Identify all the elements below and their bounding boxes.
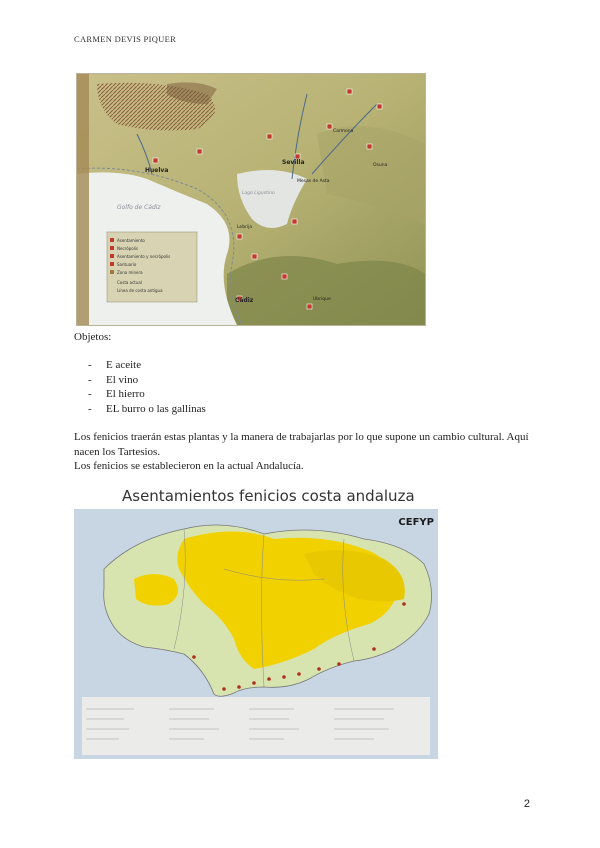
list-item: - El vino: [88, 373, 139, 386]
label-lebrija: Lebrija: [237, 225, 253, 230]
label-sevilla: Sevilla: [282, 159, 305, 166]
page-number: 2: [523, 798, 530, 810]
label-cadiz: Cádiz: [235, 297, 254, 304]
page-header-author: CARMEN DEVIS PIQUER: [74, 34, 177, 44]
andalucia-map: [74, 509, 438, 759]
legend-entry: Santuario: [117, 262, 137, 267]
label-carmona: Carmona: [333, 129, 354, 134]
legend-entry: Necrópolis: [117, 246, 138, 251]
tartessos-map: [76, 73, 426, 326]
list-item: - E aceite: [88, 359, 142, 371]
map2-legend-box: [82, 697, 430, 755]
label-mesas: Mesas de Asta: [297, 179, 330, 184]
label-ubrique: Ubrique: [313, 297, 331, 302]
label-osuna: Osuna: [373, 163, 388, 168]
legend-entry: Zona minera: [117, 270, 143, 275]
list-item: - El hierro: [88, 388, 145, 400]
paragraph-tartesios: Los fenicios traerán estas plantas y la manera de trabajarlas por lo que supone un cambio cultural. Aquí nacen los Tartesios.: [74, 431, 529, 458]
body-text: [74, 430, 534, 474]
cefyp-logo: CEFYP: [398, 517, 434, 528]
objetos-heading: Objetos:: [74, 331, 112, 343]
legend-entry: Costa actual: [117, 280, 142, 285]
objetos-list: [88, 358, 206, 416]
label-golfo: Golfo de Cádiz: [117, 204, 161, 211]
legend-entry: Asentamiento: [117, 238, 145, 243]
list-item: - EL burro o las gallinas: [88, 402, 206, 415]
label-huelva: Huelva: [145, 167, 169, 174]
paragraph-andalucia: Los fenicios se establecieron en la actual Andalucía.: [74, 460, 304, 472]
legend-entry: Línea de costa antigua: [117, 288, 163, 293]
andalucia-map-svg: [74, 509, 438, 759]
tartessos-map-svg: [77, 74, 425, 325]
map2-title: Asentamientos fenicios costa andaluza: [122, 487, 415, 505]
label-lago: Lago Ligustino: [242, 191, 275, 196]
legend-entry: Asentamiento y necrópolis: [117, 254, 171, 259]
